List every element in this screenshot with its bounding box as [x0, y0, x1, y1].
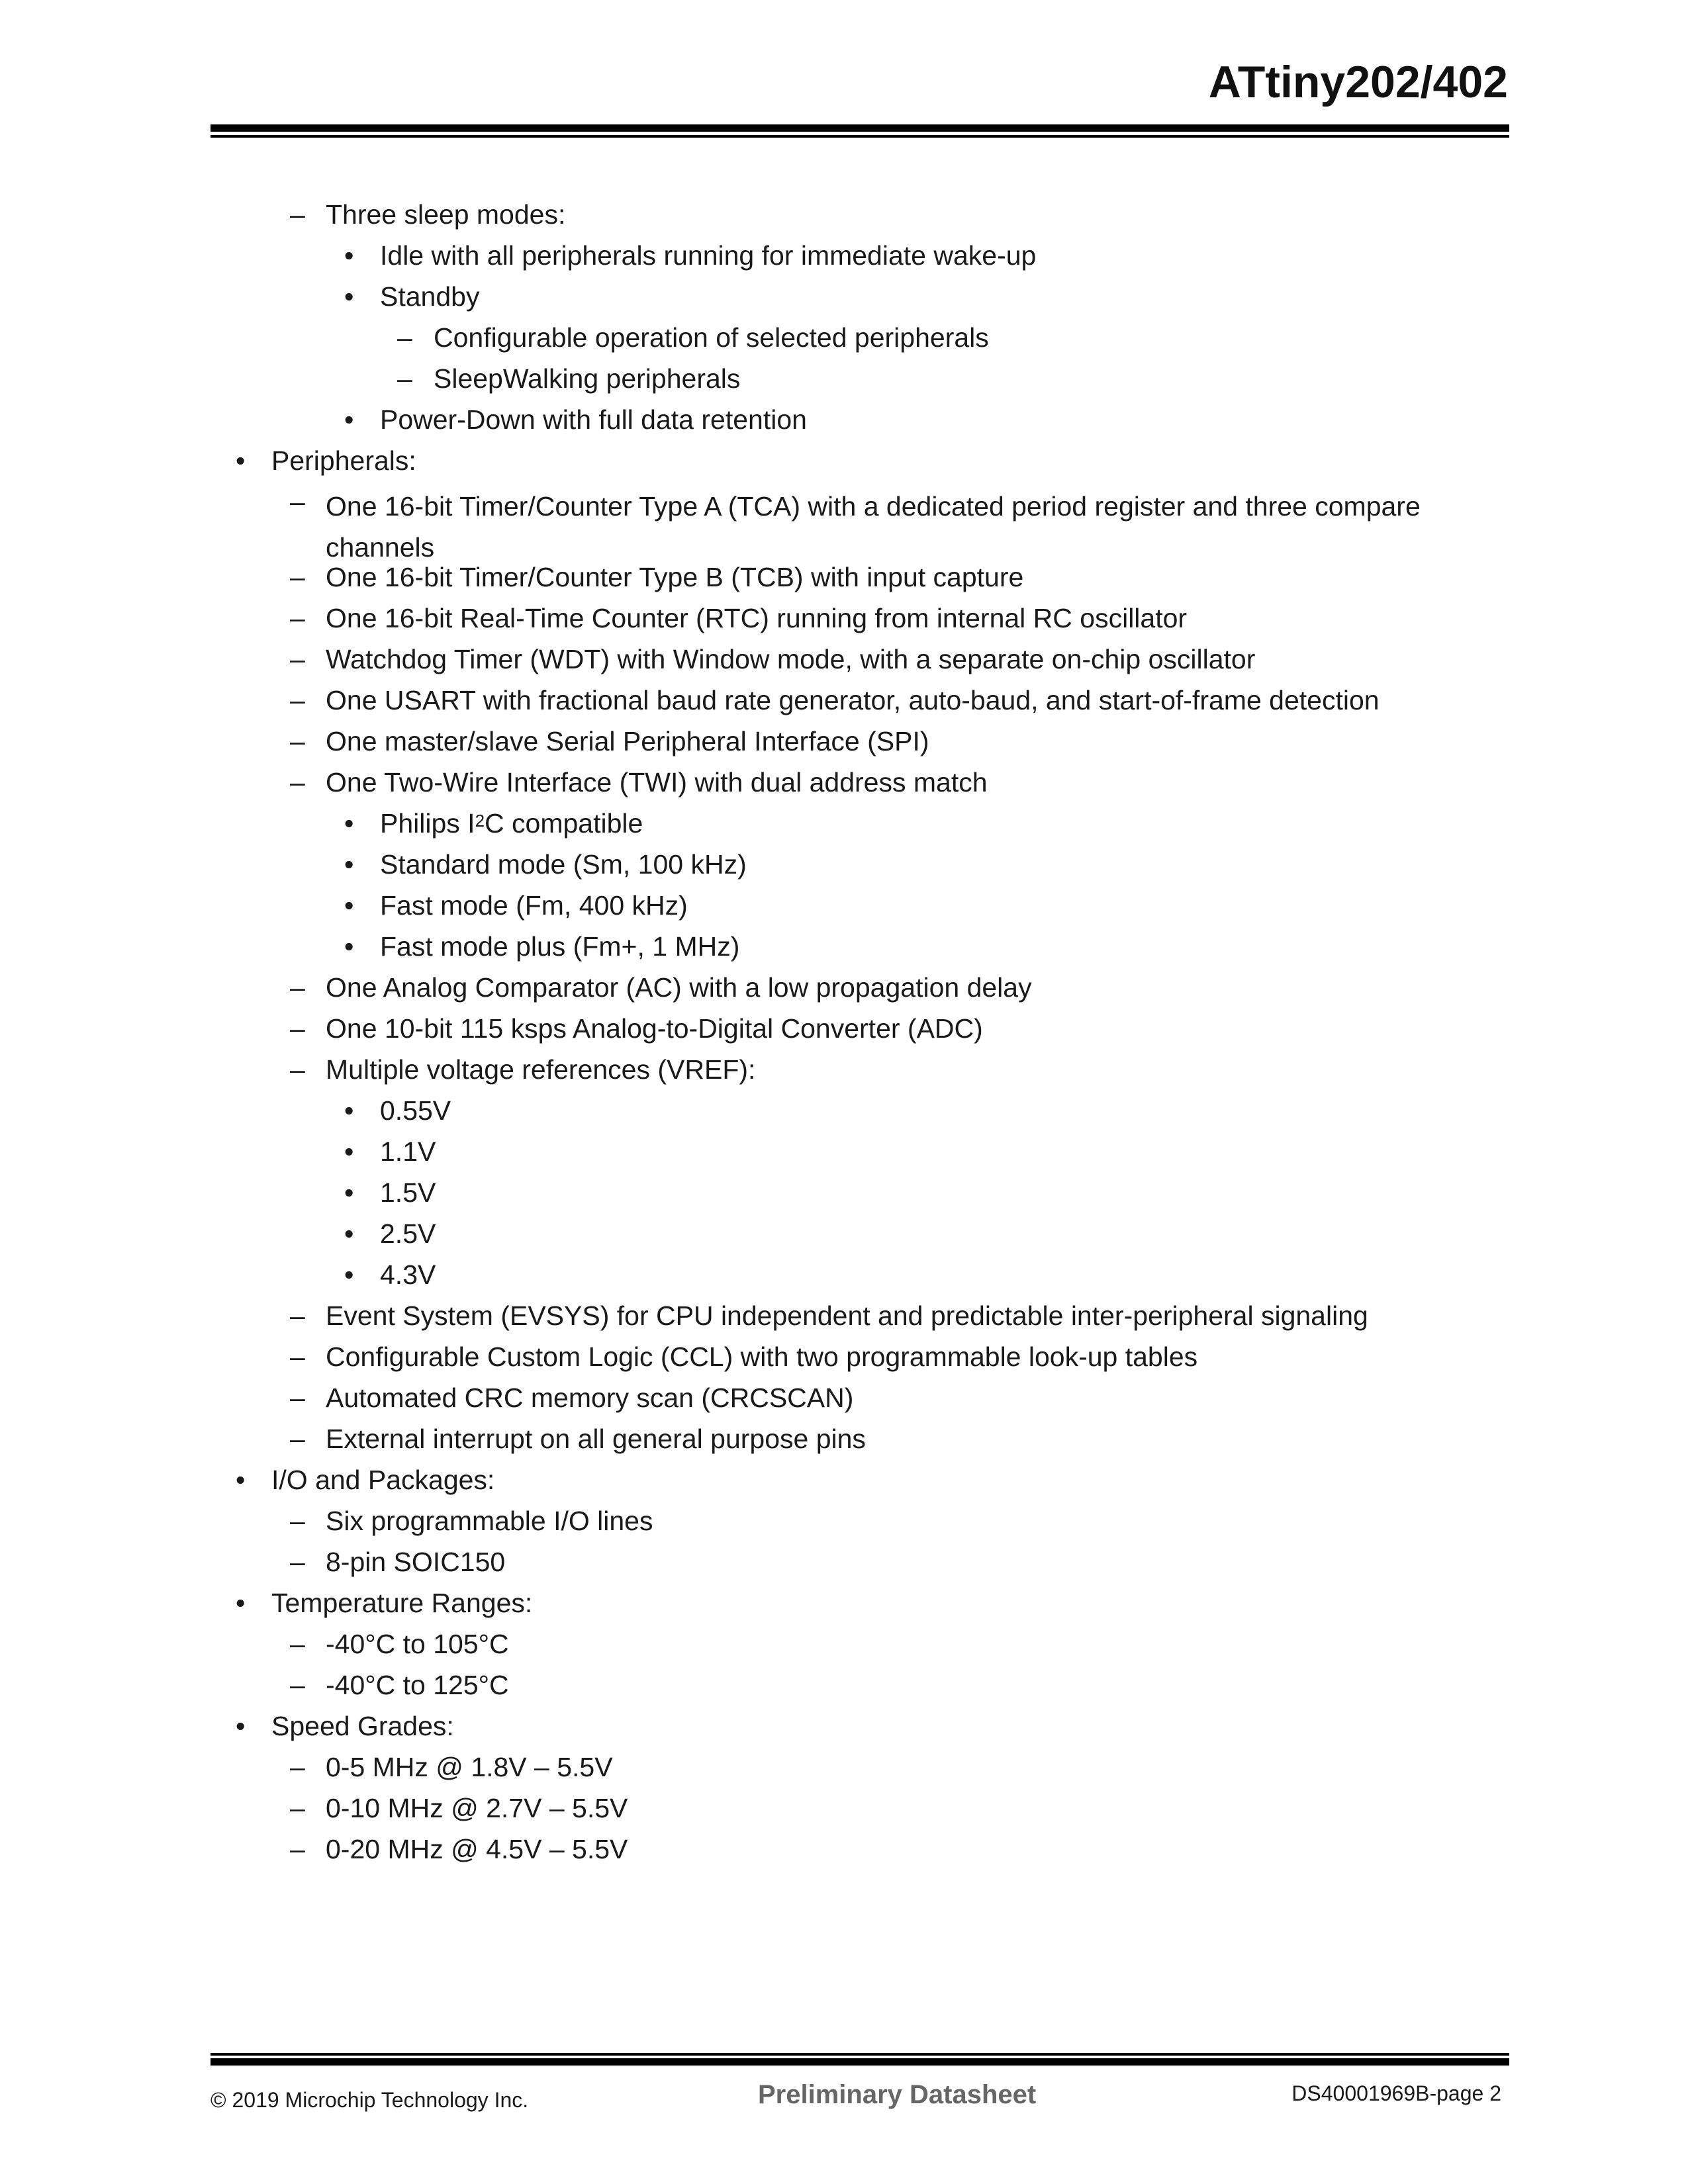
list-marker: –	[290, 486, 305, 517]
list-marker: •	[236, 1588, 246, 1618]
list-item-text: 4.3V	[380, 1259, 436, 1290]
list-item-text: One USART with fractional baud rate generator, auto-baud, and start-of-frame detection	[326, 685, 1380, 715]
list-marker: •	[344, 404, 354, 435]
list-marker: –	[290, 199, 305, 230]
list-item-text: Peripherals:	[271, 445, 416, 476]
list-marker: –	[290, 1013, 305, 1044]
list-item-text: 1.1V	[380, 1136, 436, 1167]
list-marker: –	[290, 644, 305, 674]
list-marker: –	[290, 1383, 305, 1413]
list-marker: •	[236, 1465, 246, 1495]
list-marker: •	[236, 1711, 246, 1741]
list-marker: –	[290, 1424, 305, 1454]
list-marker: –	[290, 685, 305, 715]
list-item-text: 0-20 MHz @ 4.5V – 5.5V	[326, 1834, 628, 1864]
list-marker: –	[397, 363, 412, 394]
list-item-text-part: Philips I	[380, 808, 475, 839]
list-marker: –	[290, 603, 305, 633]
list-item-text: 1.5V	[380, 1177, 436, 1208]
list-marker: •	[344, 240, 354, 271]
list-item-text: Automated CRC memory scan (CRCSCAN)	[326, 1383, 854, 1413]
header-rule-thin	[211, 135, 1509, 138]
list-marker: •	[344, 890, 354, 921]
list-marker: •	[344, 931, 354, 962]
list-marker: –	[290, 1670, 305, 1700]
list-marker: •	[344, 1177, 354, 1208]
footer-rule-thick	[211, 2058, 1509, 2066]
list-marker: –	[290, 1506, 305, 1536]
list-item-text: Configurable Custom Logic (CCL) with two programmable look-up tables	[326, 1342, 1198, 1372]
list-marker: –	[290, 1342, 305, 1372]
list-marker: •	[344, 1136, 354, 1167]
list-marker: –	[290, 1547, 305, 1577]
list-item-text: -40°C to 125°C	[326, 1670, 509, 1700]
list-item-text: External interrupt on all general purpose pins	[326, 1424, 866, 1454]
list-item-text: One 16-bit Timer/Counter Type A (TCA) with a dedicated period register and three compare channels	[326, 491, 1421, 563]
footer-rule-thin	[211, 2053, 1509, 2056]
list-marker: –	[290, 1752, 305, 1782]
list-item-text: 2.5V	[380, 1218, 436, 1249]
list-item-text-part: C compatible	[485, 808, 643, 839]
list-marker: –	[290, 1834, 305, 1864]
superscript: 2	[475, 811, 485, 831]
list-marker: •	[344, 281, 354, 312]
list-item-text: Standard mode (Sm, 100 kHz)	[380, 849, 747, 880]
list-item-text: 0-10 MHz @ 2.7V – 5.5V	[326, 1793, 628, 1823]
list-item-text: SleepWalking peripherals	[434, 363, 741, 394]
list-item-text: Configurable operation of selected peripherals	[434, 322, 989, 353]
header-rule-thick	[211, 124, 1509, 132]
list-marker: –	[397, 322, 412, 353]
list-item-text: One 10-bit 115 ksps Analog-to-Digital Converter (ADC)	[326, 1013, 983, 1044]
list-item-text: One 16-bit Real-Time Counter (RTC) running from internal RC oscillator	[326, 603, 1188, 633]
list-marker: –	[290, 767, 305, 797]
list-item-text: Six programmable I/O lines	[326, 1506, 653, 1536]
list-item-text: One master/slave Serial Peripheral Interface (SPI)	[326, 726, 929, 756]
list-marker: •	[236, 445, 246, 476]
list-marker: –	[290, 972, 305, 1003]
list-item-text: Fast mode (Fm, 400 kHz)	[380, 890, 688, 921]
footer-page-number: DS40001969B-page 2	[1291, 2081, 1501, 2105]
list-marker: –	[290, 726, 305, 756]
list-item-text: I/O and Packages:	[271, 1465, 495, 1495]
list-item-text	[380, 807, 643, 839]
document-title: ATtiny202/402	[1208, 57, 1508, 107]
list-item-text: -40°C to 105°C	[326, 1629, 509, 1659]
list-item-text: 0.55V	[380, 1095, 451, 1126]
list-marker: •	[344, 1218, 354, 1249]
list-item-text: Multiple voltage references (VREF):	[326, 1054, 756, 1085]
list-item-text: Power-Down with full data retention	[380, 404, 807, 435]
list-item-text: One 16-bit Timer/Counter Type B (TCB) with input capture	[326, 562, 1024, 592]
list-marker: •	[344, 849, 354, 880]
list-item-text: Standby	[380, 281, 480, 312]
footer-copyright: © 2019 Microchip Technology Inc.	[211, 2088, 529, 2112]
list-item-text: Fast mode plus (Fm+, 1 MHz)	[380, 931, 740, 962]
list-marker: •	[344, 808, 354, 839]
list-item-text: 8-pin SOIC150	[326, 1547, 506, 1577]
list-item-text: Idle with all peripherals running for immediate wake-up	[380, 240, 1037, 271]
list-marker: –	[290, 562, 305, 592]
list-marker: –	[290, 1793, 305, 1823]
list-item-text: Temperature Ranges:	[271, 1588, 533, 1618]
list-item-text: Three sleep modes:	[326, 199, 566, 230]
list-item-text: Event System (EVSYS) for CPU independent and predictable inter-peripheral signaling	[326, 1300, 1368, 1331]
list-item-text: 0-5 MHz @ 1.8V – 5.5V	[326, 1752, 613, 1782]
list-marker: –	[290, 1054, 305, 1085]
list-marker: •	[344, 1095, 354, 1126]
list-item-text: Watchdog Timer (WDT) with Window mode, with a separate on-chip oscillator	[326, 644, 1256, 674]
list-marker: –	[290, 1300, 305, 1331]
list-item-text: One Two-Wire Interface (TWI) with dual address match	[326, 767, 988, 797]
footer-doc-status: Preliminary Datasheet	[758, 2080, 1037, 2109]
list-item-text: Speed Grades:	[271, 1711, 454, 1741]
list-marker: •	[344, 1259, 354, 1290]
list-marker: –	[290, 1629, 305, 1659]
list-item-text: One Analog Comparator (AC) with a low propagation delay	[326, 972, 1032, 1003]
